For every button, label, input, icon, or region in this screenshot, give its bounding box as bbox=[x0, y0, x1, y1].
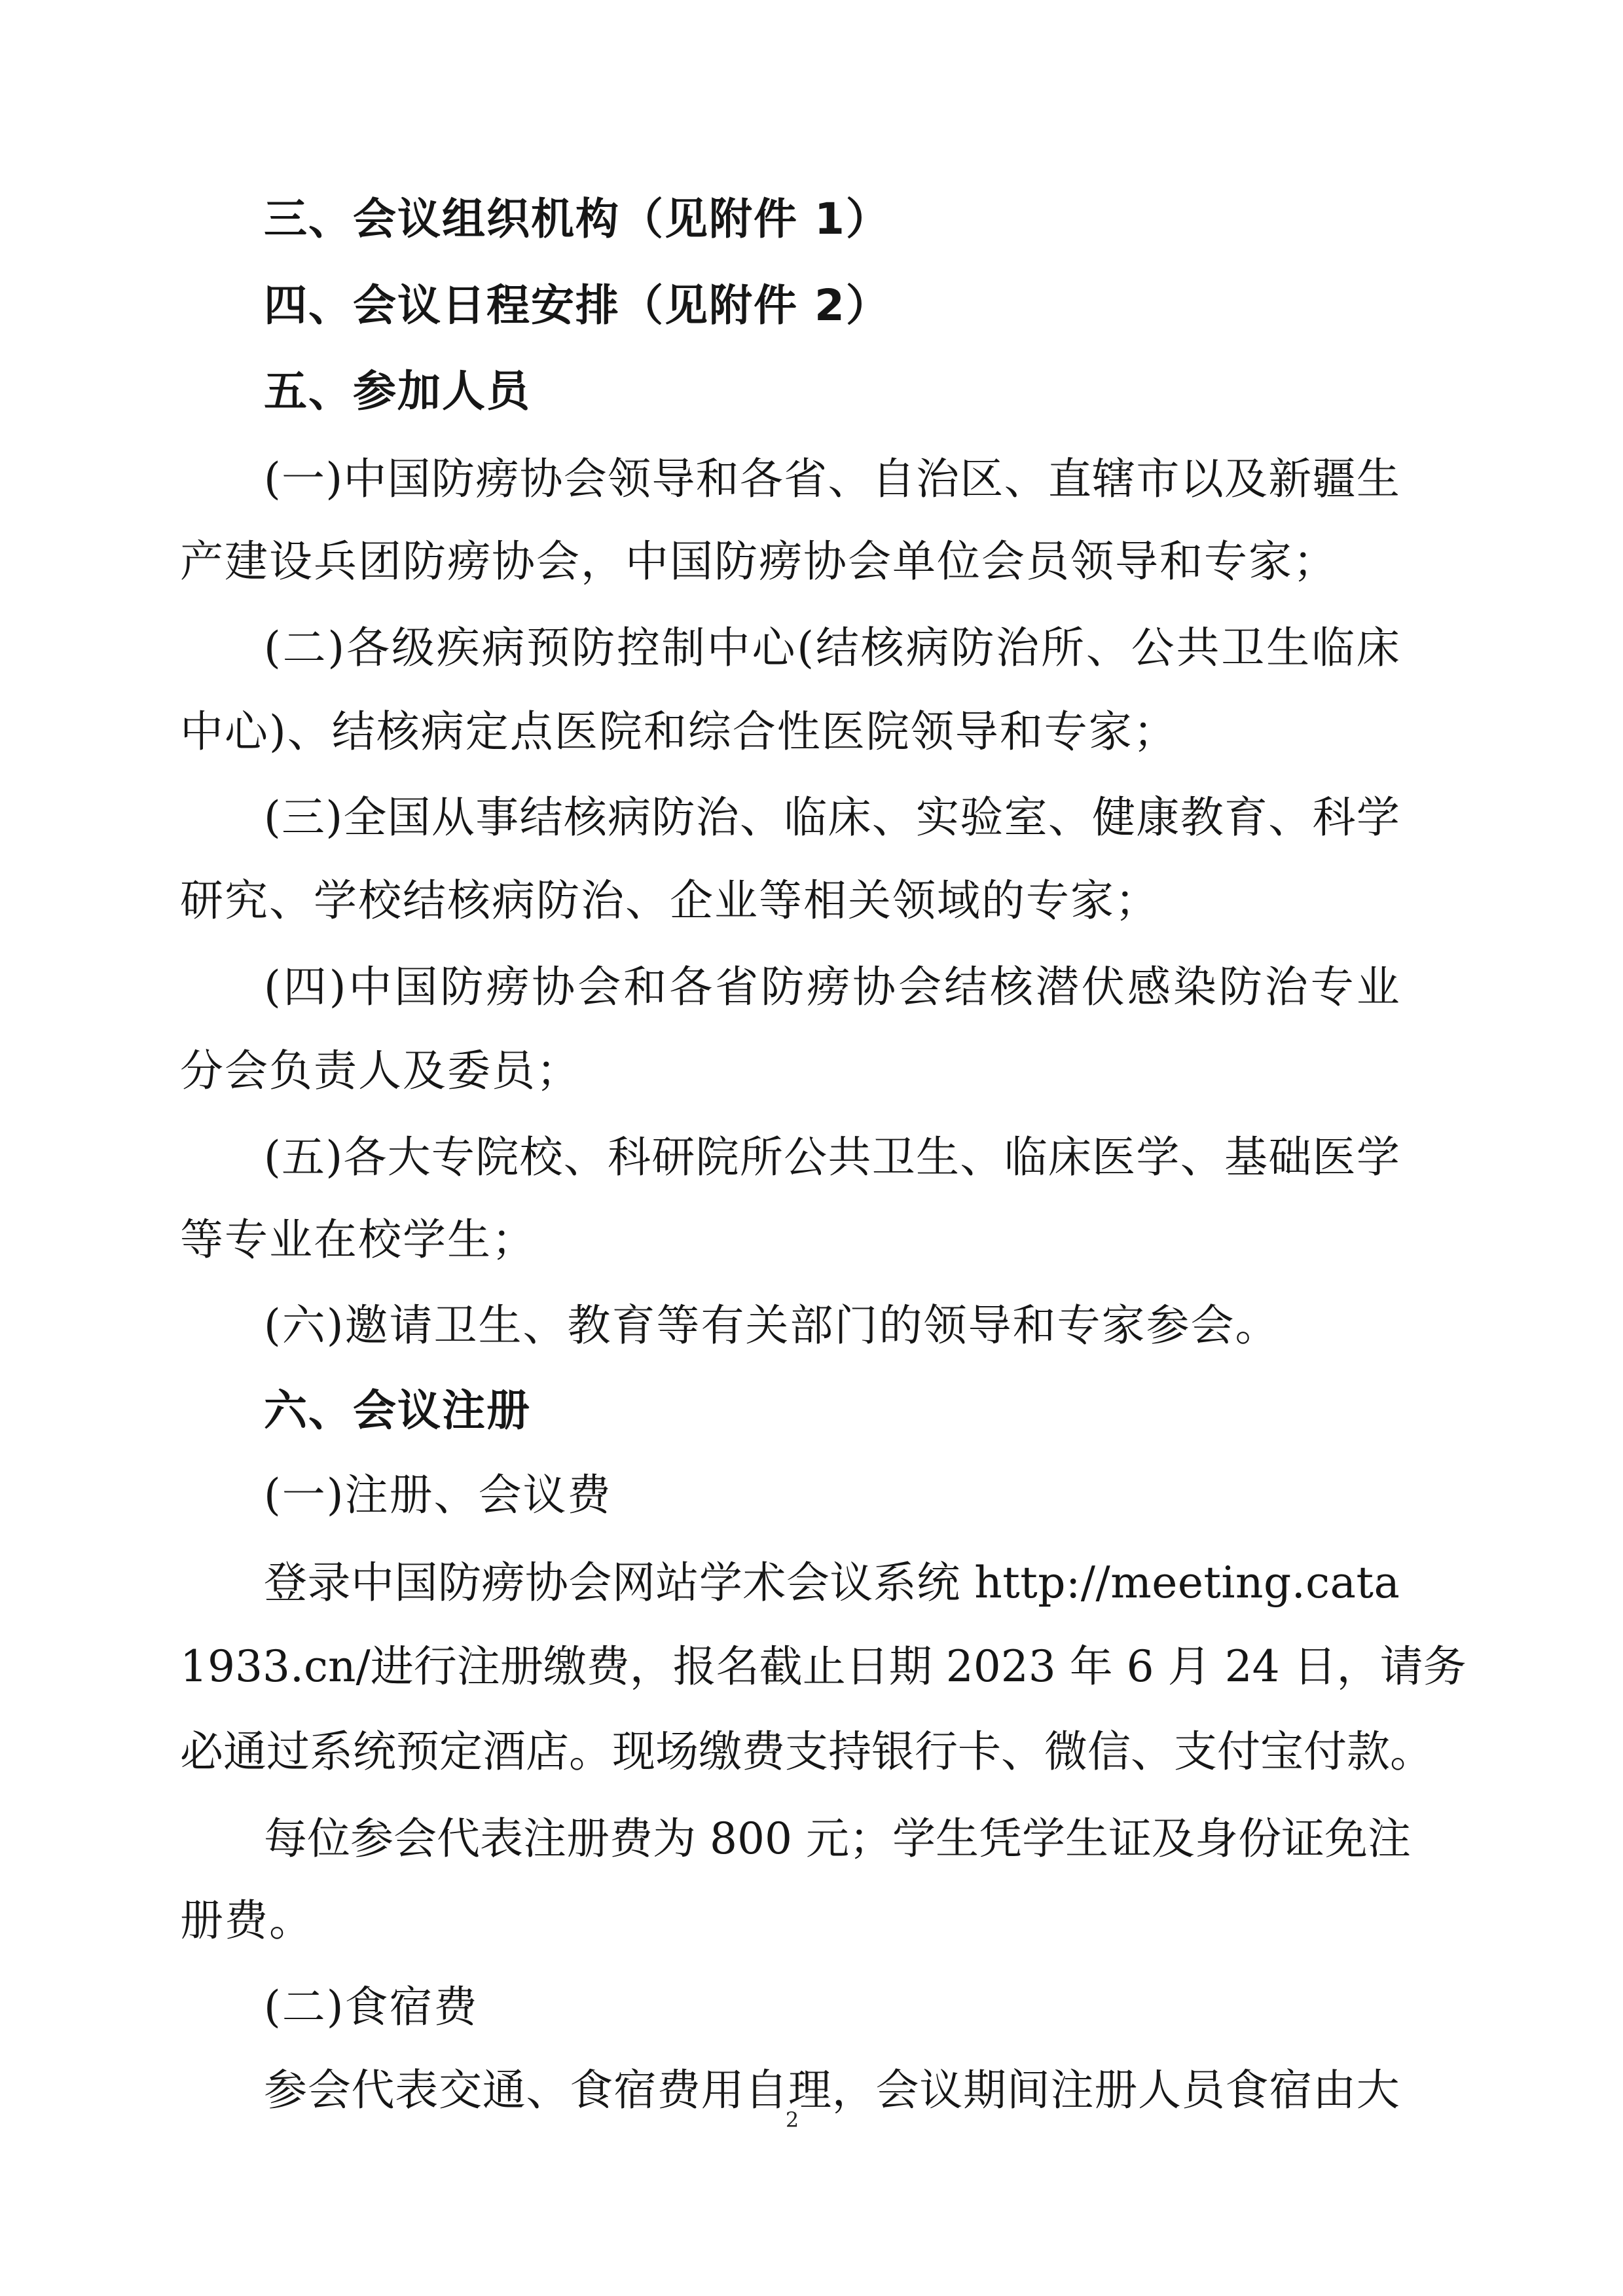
participant-item-2-line-1: ( 二 ) 各 级 疾 病 预 防 控 制 中 心 ( 结 核 病 防 治 所 、 公 共 卫 生 临 床 bbox=[264, 623, 1400, 673]
registration-para-1-line-1: 登 录 中 国 防 痨 协 会 网 站 学 术 会 议 系 统 h t t p : / / m e e t i n g . c a t a bbox=[264, 1558, 1400, 1608]
heading-schedule: 四、会议日程安排（见附件 2） bbox=[264, 280, 890, 331]
registration-para-2-line-1: 每 位 参 会 代 表 注 册 费 为 8 0 0 元 ； 学 生 凭 学 生 证 及 身 份 证 免 注 bbox=[264, 1813, 1411, 1864]
accommodation-subtitle: (二)食宿费 bbox=[264, 1982, 479, 2032]
registration-para-1-line-2: 1 9 3 3 . c n / 进 行 注 册 缴 费 ， 报 名 截 止 日 期 2 0 2 3 年 6 月 2 4 日 ， 请 务 bbox=[180, 1641, 1467, 1692]
accommodation-para-line-1: 参 会 代 表 交 通 、 食 宿 费 用 自 理 ， 会 议 期 间 注 册 人 员 食 宿 由 大 bbox=[264, 2065, 1400, 2115]
participant-item-6: (六)邀请卫生、教育等有关部门的领导和专家参会。 bbox=[264, 1300, 1280, 1351]
participant-item-3-line-1: ( 三 ) 全 国 从 事 结 核 病 防 治 、 临 床 、 实 验 室 、 健 康 教 育 、 科 学 bbox=[264, 792, 1400, 843]
participant-item-4-line-2: 分会负责人及委员； bbox=[180, 1046, 581, 1096]
participant-item-3-line-2: 研究、学校结核病防治、企业等相关领域的专家； bbox=[180, 875, 1159, 926]
registration-fee-subtitle: (一)注册、会议费 bbox=[264, 1470, 612, 1520]
participant-item-2-line-2: 中心)、结核病定点医院和综合性医院领导和专家； bbox=[180, 706, 1178, 757]
heading-participants: 五、参加人员 bbox=[264, 366, 531, 416]
participant-item-5-line-2: 等专业在校学生； bbox=[180, 1214, 536, 1265]
registration-para-1-line-3: 必 通 过 系 统 预 定 酒 店 。 现 场 缴 费 支 持 银 行 卡 、 微 信 、 支 付 宝 付 款 。 bbox=[180, 1726, 1433, 1777]
participant-item-5-line-1: ( 五 ) 各 大 专 院 校 、 科 研 院 所 公 共 卫 生 、 临 床 医 学 、 基 础 医 学 bbox=[264, 1132, 1400, 1182]
registration-para-2-line-2: 册费。 bbox=[180, 1895, 314, 1946]
page-number: 2 bbox=[785, 2107, 799, 2132]
participant-item-1-line-1: ( 一 ) 中 国 防 痨 协 会 领 导 和 各 省 、 自 治 区 、 直 辖 市 以 及 新 疆 生 bbox=[264, 454, 1400, 504]
participant-item-4-line-1: ( 四 ) 中 国 防 痨 协 会 和 各 省 防 痨 协 会 结 核 潜 伏 感 染 防 治 专 业 bbox=[264, 962, 1400, 1012]
heading-registration: 六、会议注册 bbox=[264, 1385, 531, 1436]
heading-organization: 三、会议组织机构（见附件 1） bbox=[264, 194, 890, 244]
participant-item-1-line-2: 产建设兵团防痨协会，中国防痨协会单位会员领导和专家； bbox=[180, 536, 1338, 587]
